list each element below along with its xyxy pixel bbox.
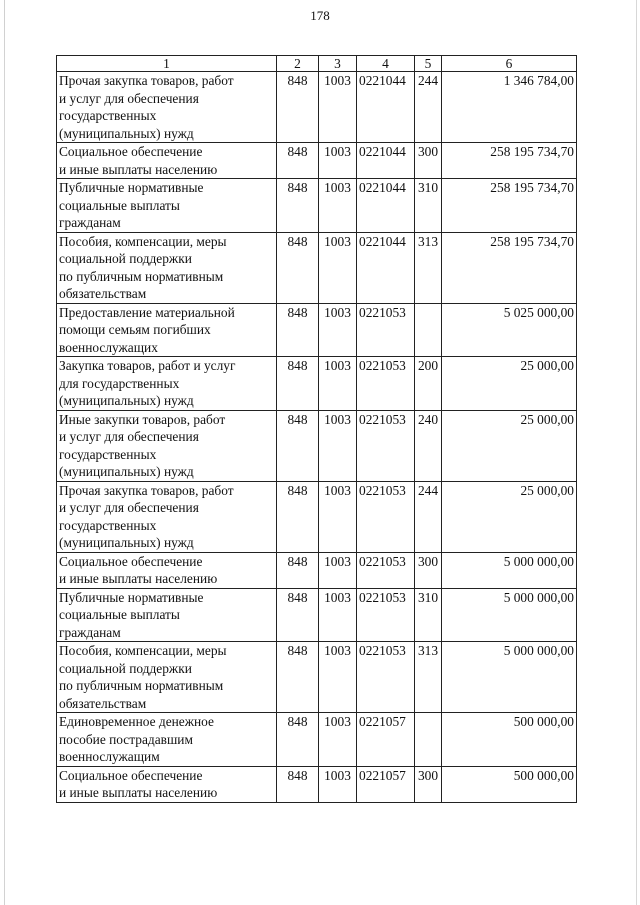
- cell-name-line: и услуг для обеспечения: [59, 429, 199, 444]
- cell-grbs: 848: [277, 143, 319, 179]
- cell-expense-type: 310: [415, 179, 442, 233]
- cell-section: 1003: [319, 143, 357, 179]
- cell-amount: 500 000,00: [442, 766, 577, 802]
- table-row: [57, 552, 577, 588]
- cell-amount: 25 000,00: [442, 357, 577, 411]
- cell-target-article: 0221053: [357, 552, 415, 588]
- cell-amount: 5 000 000,00: [442, 642, 577, 713]
- column-header-4: 4: [357, 56, 415, 72]
- cell-expense-type: 300: [415, 552, 442, 588]
- cell-name-line: по публичным нормативным: [59, 678, 224, 693]
- cell-name: [57, 72, 277, 143]
- cell-name: [57, 357, 277, 411]
- cell-name-line: и услуг для обеспечения: [59, 500, 199, 515]
- cell-expense-type: 240: [415, 410, 442, 481]
- cell-grbs: 848: [277, 588, 319, 642]
- cell-target-article: 0221053: [357, 481, 415, 552]
- cell-name-line: по публичным нормативным: [59, 268, 224, 284]
- cell-name-line: (муниципальных) нужд: [59, 393, 194, 408]
- cell-expense-type: 244: [415, 72, 442, 143]
- cell-name: [57, 303, 277, 357]
- column-header-2: 2: [277, 56, 319, 72]
- cell-name: [57, 642, 277, 713]
- cell-name-line: Закупка товаров, работ и услуг: [59, 358, 236, 373]
- table-row: [57, 642, 577, 713]
- cell-name: [57, 232, 277, 303]
- cell-section: 1003: [319, 642, 357, 713]
- cell-grbs: 848: [277, 179, 319, 233]
- cell-name: [57, 588, 277, 642]
- cell-name-line: и иные выплаты населению: [59, 571, 218, 586]
- table-row: [57, 588, 577, 642]
- page-edge-left: [4, 0, 5, 905]
- cell-name-line: социальные выплаты: [59, 197, 180, 213]
- cell-name-line: военнослужащим: [59, 749, 160, 764]
- cell-section: 1003: [319, 179, 357, 233]
- cell-grbs: 848: [277, 713, 319, 767]
- cell-name-line: (муниципальных) нужд: [59, 125, 194, 141]
- cell-expense-type: [415, 713, 442, 767]
- table-row: [57, 179, 577, 233]
- cell-amount: 25 000,00: [442, 410, 577, 481]
- cell-name: [57, 179, 277, 233]
- cell-amount: 500 000,00: [442, 713, 577, 767]
- cell-expense-type: 200: [415, 357, 442, 411]
- cell-name-line: помощи семьям погибших: [59, 322, 211, 337]
- cell-target-article: 0221044: [357, 72, 415, 143]
- cell-name: [57, 713, 277, 767]
- cell-grbs: 848: [277, 72, 319, 143]
- page-edge-right: [636, 0, 637, 905]
- table-row: [57, 713, 577, 767]
- header-row: [57, 56, 577, 72]
- cell-target-article: 0221057: [357, 766, 415, 802]
- column-header-1: 1: [57, 56, 277, 72]
- cell-name-line: Социальное обеспечение: [59, 767, 203, 783]
- cell-name-line: социальные выплаты: [59, 607, 180, 622]
- cell-section: 1003: [319, 713, 357, 767]
- cell-name-line: Прочая закупка товаров, работ: [59, 73, 234, 88]
- cell-name-line: (муниципальных) нужд: [59, 535, 194, 550]
- cell-section: 1003: [319, 357, 357, 411]
- cell-section: 1003: [319, 552, 357, 588]
- table-row: [57, 303, 577, 357]
- table-row: [57, 72, 577, 143]
- table-row: [57, 357, 577, 411]
- cell-name-line: Социальное обеспечение: [59, 553, 203, 569]
- cell-name-line: пособие пострадавшим: [59, 731, 193, 747]
- cell-name-line: Предоставление материальной: [59, 304, 235, 320]
- cell-section: 1003: [319, 72, 357, 143]
- cell-name: [57, 766, 277, 802]
- cell-name-line: и иные выплаты населению: [59, 785, 218, 800]
- cell-amount: 1 346 784,00: [442, 72, 577, 143]
- table-row: [57, 232, 577, 303]
- cell-amount: 258 195 734,70: [442, 143, 577, 179]
- cell-name-line: обязательствам: [59, 695, 147, 711]
- page-number: 178: [310, 8, 330, 23]
- cell-expense-type: [415, 303, 442, 357]
- cell-name-line: Пособия, компенсации, меры: [59, 233, 227, 249]
- cell-grbs: 848: [277, 766, 319, 802]
- cell-name-line: Прочая закупка товаров, работ: [59, 482, 234, 498]
- cell-expense-type: 300: [415, 766, 442, 802]
- cell-name-line: для государственных: [59, 375, 180, 391]
- cell-name-line: Социальное обеспечение: [59, 144, 203, 159]
- cell-grbs: 848: [277, 410, 319, 481]
- cell-section: 1003: [319, 588, 357, 642]
- cell-name-line: обязательствам: [59, 286, 147, 301]
- cell-name-line: государственных: [59, 108, 157, 123]
- cell-name-line: социальной поддержки: [59, 251, 192, 266]
- table-body: [57, 72, 577, 803]
- cell-name: [57, 552, 277, 588]
- cell-section: 1003: [319, 410, 357, 481]
- cell-name-line: и иные выплаты населению: [59, 161, 218, 177]
- cell-name-line: гражданам: [59, 624, 121, 640]
- table-row: [57, 410, 577, 481]
- cell-expense-type: 300: [415, 143, 442, 179]
- cell-target-article: 0221053: [357, 588, 415, 642]
- cell-amount: 258 195 734,70: [442, 179, 577, 233]
- cell-grbs: 848: [277, 232, 319, 303]
- cell-target-article: 0221044: [357, 232, 415, 303]
- cell-name-line: военнослужащих: [59, 339, 158, 355]
- cell-target-article: 0221044: [357, 143, 415, 179]
- cell-grbs: 848: [277, 552, 319, 588]
- cell-section: 1003: [319, 303, 357, 357]
- cell-name-line: Публичные нормативные: [59, 180, 204, 195]
- cell-target-article: 0221053: [357, 642, 415, 713]
- cell-grbs: 848: [277, 481, 319, 552]
- column-header-6: 6: [442, 56, 577, 72]
- column-header-5: 5: [415, 56, 442, 72]
- table-row: [57, 143, 577, 179]
- cell-amount: 5 000 000,00: [442, 552, 577, 588]
- cell-amount: 5 025 000,00: [442, 303, 577, 357]
- cell-name-line: государственных: [59, 446, 157, 462]
- cell-amount: 258 195 734,70: [442, 232, 577, 303]
- cell-name: [57, 143, 277, 179]
- cell-section: 1003: [319, 766, 357, 802]
- cell-amount: 5 000 000,00: [442, 588, 577, 642]
- cell-name-line: государственных: [59, 517, 157, 533]
- cell-grbs: 848: [277, 357, 319, 411]
- cell-grbs: 848: [277, 642, 319, 713]
- cell-expense-type: 313: [415, 642, 442, 713]
- cell-name-line: гражданам: [59, 215, 121, 230]
- cell-name-line: Иные закупки товаров, работ: [59, 411, 226, 427]
- budget-table: [56, 55, 577, 803]
- cell-name-line: Единовременное денежное: [59, 714, 214, 729]
- cell-expense-type: 244: [415, 481, 442, 552]
- cell-name: [57, 410, 277, 481]
- cell-target-article: 0221057: [357, 713, 415, 767]
- cell-name-line: и услуг для обеспечения: [59, 90, 199, 106]
- cell-expense-type: 310: [415, 588, 442, 642]
- cell-section: 1003: [319, 232, 357, 303]
- cell-expense-type: 313: [415, 232, 442, 303]
- cell-grbs: 848: [277, 303, 319, 357]
- cell-amount: 25 000,00: [442, 481, 577, 552]
- cell-target-article: 0221053: [357, 357, 415, 411]
- table-header: [57, 56, 577, 72]
- column-header-3: 3: [319, 56, 357, 72]
- table-row: [57, 766, 577, 802]
- cell-name-line: (муниципальных) нужд: [59, 464, 194, 479]
- table-row: [57, 481, 577, 552]
- cell-name-line: Публичные нормативные: [59, 589, 204, 605]
- cell-name: [57, 481, 277, 552]
- cell-target-article: 0221044: [357, 179, 415, 233]
- cell-name-line: социальной поддержки: [59, 660, 192, 676]
- cell-target-article: 0221053: [357, 410, 415, 481]
- cell-name-line: Пособия, компенсации, меры: [59, 643, 227, 658]
- cell-target-article: 0221053: [357, 303, 415, 357]
- cell-section: 1003: [319, 481, 357, 552]
